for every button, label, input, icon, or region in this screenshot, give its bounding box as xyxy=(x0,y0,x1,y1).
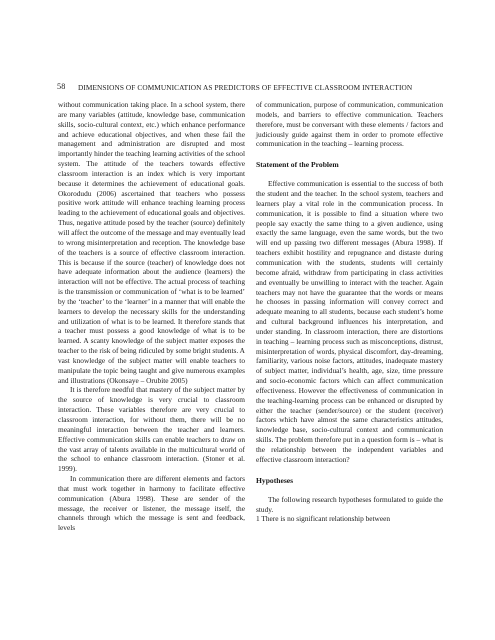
left-column xyxy=(58,100,245,533)
page-number: 58 xyxy=(57,82,66,91)
paragraph: It is therefore needful that mastery of the subject matter by the source of knowledge is very crucial to classroom interaction. These variables therefore are very crucial to classroom interaction, for without them, there will be no meaningful interaction between the teacher and learners. Effective communication skills can enable teachers to draw on the vast array of talents available in the multicultural world of the school to enhance classroom interaction. (Stoner et al. 1999). xyxy=(58,385,245,474)
paragraph: of communication, purpose of communication, communication models, and barriers to effective communication. Teachers therefore, must be conversant with these elements / factors and judiciously guide against them in order to promote effective communication in the teaching – learning process. xyxy=(256,100,443,149)
running-header xyxy=(56,82,448,94)
section-heading-problem: Statement of the Problem xyxy=(256,160,339,170)
paragraph: The following research hypotheses formulated to guide the study. xyxy=(256,494,443,514)
section-heading-hypotheses: Hypotheses xyxy=(256,475,294,485)
running-title: DIMENSIONS OF COMMUNICATION AS PREDICTORS OF EFFECTIVE CLASSROOM INTERACTION xyxy=(78,83,413,92)
right-column xyxy=(256,100,443,524)
hypothesis-item: 1 There is no significant relationship between xyxy=(256,514,391,524)
paragraph: Effective communication is essential to the success of both the student and the teacher. In the school system, teachers and learners play a vital role in the communication process. In communication, it is possible to find a situation where two people say exactly the same thing to a given audience, using exactly the same language, even the same words, but the two will end up passing two different messages (Abura 1998). If teachers exhibit hostility and repugnance and distaste during communication with the students, students will certainly become afraid, withdraw from participating in class activities and eventually be unwilling to interact with the teacher. Again teachers may not have the guarantee that the words or means he chooses in passing information will convey correct and adequate meaning to all students, because each student’s home and cultural background influences his interpretation, and under standing. In classroom interaction, there are distortions in teaching – learning process such as misconceptions, distrust, misinterpretation of words, physical discomfort, day-dreaming, familiarity, various noise factors, attitudes, inadequate mastery of subject matter, individual’s health, age, size, time pressure and socio-economic factors which can affect communication effectiveness. However the effectiveness of communication in the teaching-learning process can be enhanced or disrupted by either the teacher (sender/source) or the student (receiver) factors which have almost the same characteristics attitudes, knowledge base, socio-cultural context and communication skills. The problem therefore put in a question form is – what is the relationship between the independent variables and effective classroom interaction? xyxy=(256,179,443,464)
paragraph: without communication taking place. In a school system, there are many variables (attitude, knowledge base, communication skills, socio-cultural context, etc.) which enhance performance and achieve educational objectives, and when these fail the management and administration are disrupted and most importantly hinder the teaching learning activities of the school system. The attitude of the teachers towards effective classroom interaction is an index which is very important because it determines the achievement of educational goals. Okorodudu (2006) ascertained that teachers who possess positive work attitude will enhance teaching learning process leading to the achievement of educational goals and objectives. Thus, negative attitude posed by the teacher (source) definitely will affect the outcome of the message and may eventually lead to wrong misinterpretation and reception. The knowledge base of the teachers is a source of effective classroom interaction. This is because if the source (teacher) of knowledge does not have adequate information about the audience (learners) the interaction will not be effective. The actual process of teaching is the transmission or communication of ‘what is to be learned’ by the ‘teacher’ to the ‘learner’ in a manner that will enable the learners to develop the necessary skills for the understanding and utilization of what is to be learned. It therefore stands that a teacher must possess a good knowledge of what is to be learned. A scanty knowledge of the subject matter exposes the teacher to the risk of being ridiculed by some bright students. A vast knowledge of the subject matter will enable teachers to manipulate the topic being taught and give numerous examples and illustrations (Okonsaye – Orubite 2005) xyxy=(58,100,245,385)
paragraph: In communication there are different elements and factors that must work together in harmony to facilitate effective communication (Abura 1998). These are sender of the message, the receiver or listener, the message itself, the channels through which the message is sent and feedback, levels xyxy=(58,474,245,533)
